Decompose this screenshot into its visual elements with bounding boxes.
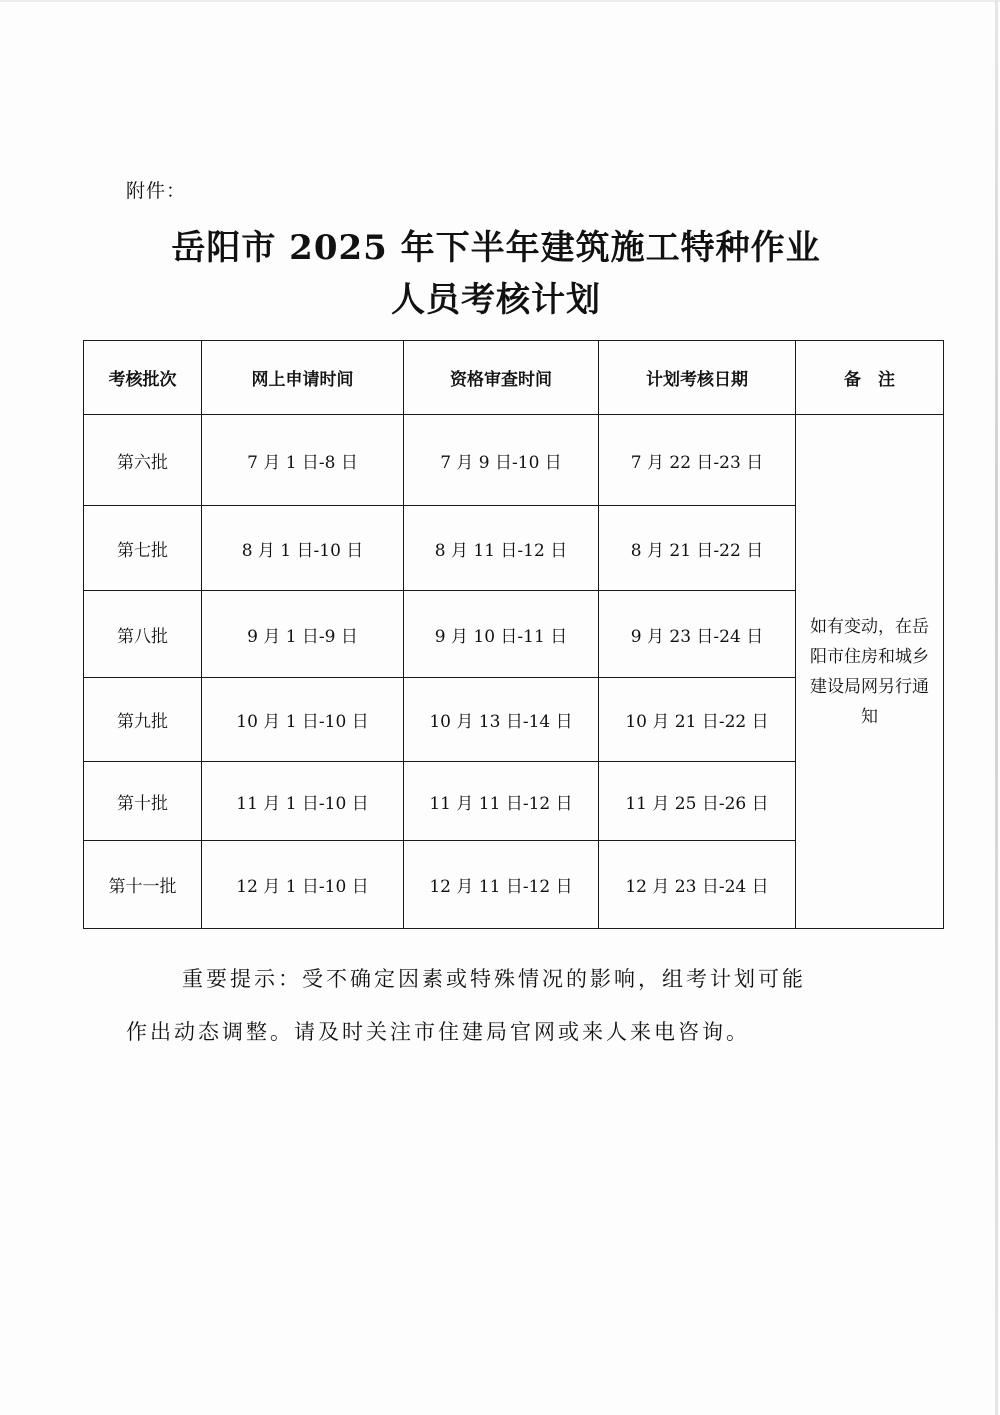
online-application-cell: 7 月 1 日-8 日 [202, 415, 404, 506]
exam-date-cell: 11 月 25 日-26 日 [599, 762, 796, 841]
batch-cell: 第七批 [84, 506, 202, 591]
batch-cell: 第十一批 [84, 841, 202, 929]
header-batch: 考核批次 [84, 341, 202, 415]
exam-date-cell: 12 月 23 日-24 日 [599, 841, 796, 929]
batch-cell: 第十批 [84, 762, 202, 841]
online-application-cell: 10 月 1 日-10 日 [202, 678, 404, 762]
online-application-cell: 8 月 1 日-10 日 [202, 506, 404, 591]
header-qualification-review: 资格审查时间 [404, 341, 599, 415]
scan-edge-right [995, 0, 998, 1415]
document-title-line2: 人员考核计划 [391, 280, 601, 320]
online-application-cell: 9 月 1 日-9 日 [202, 591, 404, 678]
qualification-review-cell: 12 月 11 日-12 日 [404, 841, 599, 929]
important-notice-line2: 作出动态调整。请及时关注市住建局官网或来人来电咨询。 [126, 1020, 750, 1044]
exam-schedule-table [83, 340, 944, 929]
online-application-cell: 12 月 1 日-10 日 [202, 841, 404, 929]
header-exam-date: 计划考核日期 [599, 341, 796, 415]
table-row [84, 415, 944, 506]
header-remark: 备 注 [796, 341, 944, 415]
qualification-review-cell: 10 月 13 日-14 日 [404, 678, 599, 762]
exam-date-cell: 7 月 22 日-23 日 [599, 415, 796, 506]
qualification-review-cell: 7 月 9 日-10 日 [404, 415, 599, 506]
exam-date-cell: 8 月 21 日-22 日 [599, 506, 796, 591]
attachment-label: 附件： [126, 180, 187, 202]
header-online-application: 网上申请时间 [202, 341, 404, 415]
batch-cell: 第八批 [84, 591, 202, 678]
batch-cell: 第六批 [84, 415, 202, 506]
qualification-review-cell: 8 月 11 日-12 日 [404, 506, 599, 591]
qualification-review-cell: 9 月 10 日-11 日 [404, 591, 599, 678]
batch-cell: 第九批 [84, 678, 202, 762]
qualification-review-cell: 11 月 11 日-12 日 [404, 762, 599, 841]
online-application-cell: 11 月 1 日-10 日 [202, 762, 404, 841]
scan-edge-top [0, 0, 1000, 2]
exam-date-cell: 10 月 21 日-22 日 [599, 678, 796, 762]
document-title-line1: 岳阳市 2025 年下半年建筑施工特种作业 [171, 228, 821, 268]
table-header-row [84, 341, 944, 415]
exam-date-cell: 9 月 23 日-24 日 [599, 591, 796, 678]
remark-cell: 如有变动，在岳阳市住房和城乡建设局网另行通知 [796, 415, 944, 929]
important-notice-line1: 重要提示：受不确定因素或特殊情况的影响，组考计划可能 [182, 967, 806, 991]
